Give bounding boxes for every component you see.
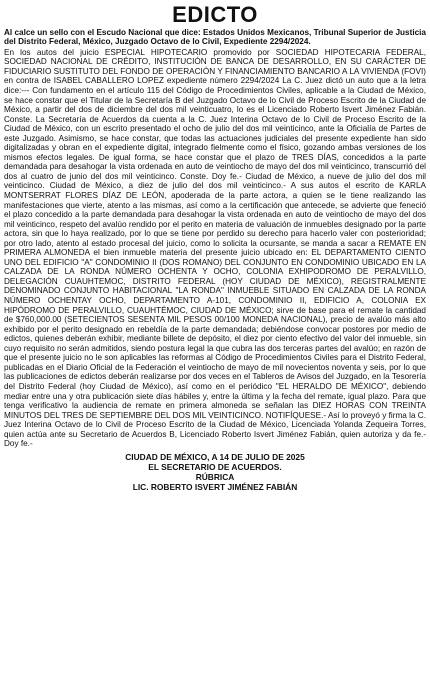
- rubrica-label: RÚBRICA: [195, 471, 235, 482]
- signer-name: LIC. ROBERTO ISVERT JIMÉNEZ FABIÁN: [132, 481, 298, 492]
- edict-title: EDICTO: [172, 4, 258, 27]
- seal-header: Al calce un sello con el Escudo Nacional que dice: Estados Unidos Mexicanos, Tribunal Superior de Justicia del Distrito Federal, México, Juzgado Octavo de lo Civil, Expediente 2294/2024.: [4, 28, 426, 47]
- secretary-role: EL SECRETARIO DE ACUERDOS.: [148, 461, 282, 472]
- place-date: CIUDAD DE MÉXICO, A 14 DE JULIO DE 2025: [125, 451, 305, 462]
- edict-body-text: En los autos del juicio ESPECIAL HIPOTECARIO promovido por SOCIEDAD HIPOTECARIA FEDERAL, SOCIEDAD NACIONAL DE CRÉDITO, INSTITUCIÓN DE BANCA DE DESARROLLO, EN SU CARÁCTER DE FIDUCIARIO SUSTITUTO DEL FONDO DE OPERACIÓN Y FINANCIAMIENTO BANCARIO A LA VIVIENDA (FOVI) en contra de ISABEL CABALLERO LOPEZ expediente número 2294/2024 La C. Juez dictó un auto que a la letra dice:--- Con fundamento en el artículo 115 del Código de Procedimientos Civiles, aplicable a la Ciudad de México, se hace constar que el Titular de la Secretaría B del Juzgado Octavo de lo Civil de Proceso Escrito de la Ciudad de México, a partir del dos de diciembre del dos mil veinticuatro, lo es el Licenciado Roberto Isvert Jiménez Fabián. Conste. La Secretaría de Acuerdos da cuenta a la C. Juez Interina Octavo de lo Civil de Proceso Escrito de la Ciudad de México, con un escrito presentado el ocho de julio del dos mil veinticinco, ante la Oficialía de Partes de este Juzgado. Asimismo, se hace constar, que todas las actuaciones judiciales del presente expediente han sido digitalizadas y obran en el expediente digital, integrado fielmente como el físico, gozando ambas versiones de los mismos efectos legales. De igual forma, se hace constar que el plazo de TRES DÍAS, concedidos a la parte demandada para desahogar la vista ordenada en auto de veintiocho de mayo del dos mil veinticinco, transcurrió del dos al cuatro de junio del dos mil veinticinco. Conste. Doy fe.- Ciudad de México, a nueve de julio del dos mil veinticinco. Ciudad de México, a diez de julio del dos mil veinticinco.- A sus autos el escrito de KARLA MONTSERRAT FLORES DÍAZ DE LEÓN, apoderada de la parte actora, a quien se le tiene realizando las manifestaciones que vierte, atento a las mismas, así como a la certificación que antecede, se advierte que feneció el plazo concedido a la parte demandada para desahogar la vista ordenada en auto de veintiocho de mayo del dos mil veinticinco, respeto del avalúo rendido por el perito en materia de valuación de inmuebles designado por la parte actora, sin que lo haya realizado, por lo que se tiene por perdido su derecho para hacerlo valer con posterioridad; por otro lado, atento al estado procesal del juicio, como lo solicita la ocursante, se manda a sacar a REMATE EN PRIMERA ALMONEDA el bien inmueble materia del presente juicio ubicado en: EL DEPARTAMENTO CIENTO UNO DEL EDIFICIO "A" CONDOMINIO II (DOS ROMANO) DEL CONJUNTO EN CONDOMINIO UBICADO EN LA CALZADA DE LA RONDA NÚMERO OCHENTA Y OCHO, COLONIA EXHIPODROMO DE PERALVILLO, DELEGACIÓN CUAUHTEMOC, DISTRITO FEDERAL (HOY CIUDAD DE MÉXICO), REGISTRALMENTE DENOMINADO CONJUNTO HABITACIONAL "LA RONDA" INMUEBLE SITUADO EN CALZADA DE LA RONDA NÚMERO OCHENTAY OCHO, DEPARTAMENTO A-101, CONDOMINIO II, EDIFICIO A, COLONIA EX HIPÓDROMO DE PERALVILLO, CUAUHTÉMOC, CIUDAD DE MÉXICO; sirve de base para el remate la cantidad de $760,000.00 (SETECIENTOS SESENTA MIL PESOS 00/100 MONEDA NACIONAL), precio de avalúo más alto exhibido por el perito designado en rebeldía de la parte demandada; debiéndose convocar postores por medio de edictos, quienes deberán exhibir, mediante billete de depósito, el diez por ciento efectivo del valor del inmueble, sin cuyo requisito no serán admitidos, siendo postura legal la que cubra las dos terceras partes del avalúo; en razón de que el presente juicio no le son aplicables las reformas al Código de Procedimientos Civiles para el Distrito Federal, publicadas en el Diario Oficial de la Federación el veintiocho de mayo de mil novecientos noventa y seis, por lo que las publicaciones de edictos deberán realizarse por dos veces en el Tableros de Avisos del Juzgado, en la Tesorería del Distrito Federal (hoy Ciudad de México), así como en el periódico "EL HERALDO DE MÉXICO", debiendo mediar entre una y otra publicación siete días hábiles y, entre la última y la fecha del remate, igual plazo. Para que tenga verificativo la audiencia de remate en primera almoneda se señalan las DIEZ HORAS CON TREINTA MINUTOS DEL TRES DE SEPTIEMBRE DEL DOS MIL VEINTICINCO. NOTIFÍQUESE.- Así lo proveyó y firma la C. Juez Interina Octavo de lo Civil de Proceso Escrito de la Ciudad de México, Licenciada Yolanda Zequeira Torres, quien actúa ante su Secretario de Acuerdos B, Licenciado Roberto Isvert Jiménez Fabián, quien autoriza y da fe.- Doy fe.-: [4, 47, 426, 449]
- signature-block: [4, 452, 426, 492]
- edict-notice: [4, 4, 426, 665]
